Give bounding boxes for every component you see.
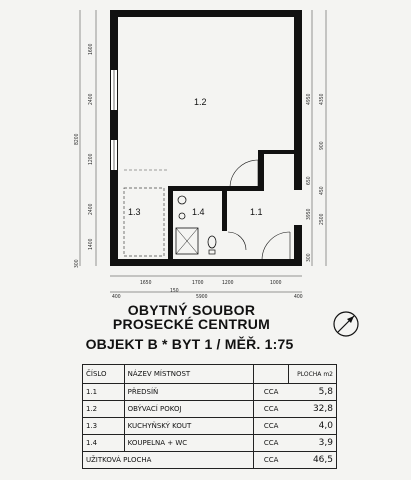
- table-total-row: UŽITKOVÁ PLOCHA CCA 46,5: [83, 452, 337, 469]
- bottom-dimension-chain: [112, 280, 303, 300]
- room-label-1-4: 1.4: [192, 207, 205, 217]
- bath-door-swing: [228, 232, 246, 250]
- svg-text:1000: 1000: [270, 280, 282, 286]
- entrance-door-swing: [262, 232, 290, 260]
- title-line-2: PROSECKÉ CENTRUM: [112, 316, 271, 332]
- svg-text:300: 300: [74, 259, 80, 268]
- north-arrow-icon: [331, 309, 361, 339]
- total-label: UŽITKOVÁ PLOCHA: [83, 452, 254, 469]
- bath-west-wall: [168, 186, 173, 261]
- north-wall: [110, 10, 302, 17]
- svg-text:4350: 4350: [319, 93, 325, 105]
- room-label-1-2: 1.2: [194, 97, 207, 107]
- east-wall-upper: [294, 10, 302, 190]
- svg-text:1200: 1200: [222, 280, 234, 286]
- south-wall: [110, 259, 302, 266]
- header-number: ČÍSLO: [83, 365, 125, 384]
- svg-text:1400: 1400: [88, 238, 94, 250]
- left-dimension-chain: [74, 43, 94, 268]
- table-header-row: [83, 365, 337, 384]
- header-area: PLOCHA m2: [289, 365, 337, 384]
- svg-text:3950: 3950: [306, 208, 312, 220]
- toilet: [208, 236, 216, 248]
- svg-text:8200: 8200: [74, 133, 80, 145]
- kitchen-outline: [124, 188, 164, 256]
- title-line-3: OBJEKT B * BYT 1 / MĚŘ. 1:75: [85, 336, 294, 352]
- basin: [178, 196, 186, 204]
- svg-text:2400: 2400: [88, 203, 94, 215]
- svg-text:400: 400: [294, 294, 303, 300]
- svg-text:450: 450: [319, 186, 325, 195]
- svg-text:150: 150: [170, 288, 179, 294]
- header-room-name: NÁZEV MÍSTNOST: [124, 365, 253, 384]
- room-label-1-1: 1.1: [250, 207, 263, 217]
- svg-text:1700: 1700: [192, 280, 204, 286]
- svg-text:400: 400: [112, 294, 121, 300]
- room-label-1-3: 1.3: [128, 207, 141, 217]
- svg-text:1650: 1650: [140, 280, 152, 286]
- title-line-1: OBYTNÝ SOUBOR: [127, 302, 256, 318]
- svg-text:5900: 5900: [196, 294, 208, 300]
- bath-east-wall: [222, 186, 227, 231]
- svg-text:300: 300: [306, 253, 312, 262]
- table-row: 1.1 PŘEDSÍŇ CCA 5,8: [83, 384, 337, 401]
- table-row: 1.3 KUCHYŇSKÝ KOUT CCA 4,0: [83, 418, 337, 435]
- right-dimension-chain: [306, 93, 325, 262]
- svg-text:1200: 1200: [88, 153, 94, 165]
- svg-text:2400: 2400: [88, 93, 94, 105]
- svg-text:4950: 4950: [306, 93, 312, 105]
- door-swing-1: [230, 160, 258, 188]
- entry-partition: [258, 150, 264, 188]
- table-row: 1.2 OBÝVACÍ POKOJ CCA 32,8: [83, 401, 337, 418]
- svg-text:1600: 1600: [88, 43, 94, 55]
- svg-text:2500: 2500: [319, 213, 325, 225]
- room-schedule-table: [82, 364, 337, 469]
- total-area: 46,5: [289, 452, 337, 469]
- bath-north-wall: [168, 186, 264, 191]
- west-wall: [110, 10, 118, 266]
- svg-text:900: 900: [319, 141, 325, 150]
- svg-text:650: 650: [306, 176, 312, 185]
- table-row: 1.4 KOUPELNA + WC CCA 3,9: [83, 435, 337, 452]
